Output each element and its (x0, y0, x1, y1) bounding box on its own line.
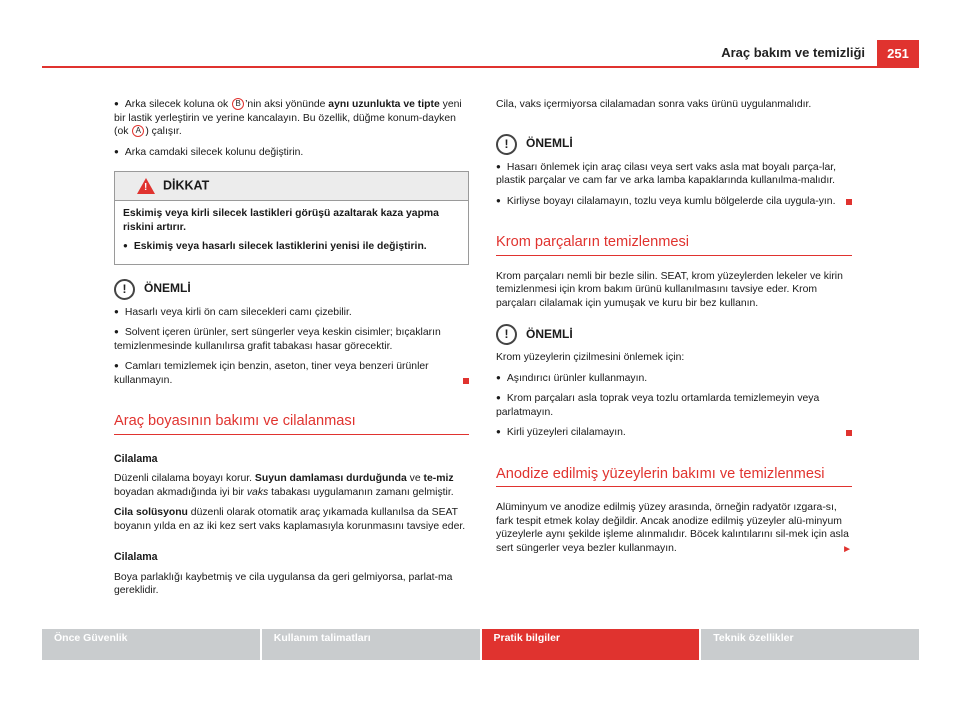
warning-header (115, 172, 468, 201)
text-span: düzenli olarak otomatik araç yıkamada kullanılsa da SEAT boyanın yılda en az iki kez sert vaks kaplamasıyla korunmasını tavsiye eder. (114, 507, 466, 532)
text-italic: vaks (246, 486, 269, 498)
left-bullet-2: ● Arka camdaki silecek kolunu değiştirin. (114, 146, 469, 160)
text-span: Arka silecek koluna ok (124, 99, 232, 110)
note-item: ● Hasarı önlemek için araç cilası veya sert vaks asla mat boyalı parça-lar, plastik parçalar ve cam far ve arka lamba kapaklarında kullanılma-malıdır. (496, 161, 852, 188)
text-span: ve (406, 473, 424, 484)
tab-kullanim-talimatlari[interactable]: Kullanım talimatları (262, 629, 480, 660)
note-item: ● Hasarlı veya kirli ön cam silecekleri camı çizebilir. (114, 306, 469, 320)
exclamation-icon: ! (496, 134, 517, 155)
ref-marker-a: A (132, 125, 144, 137)
end-square-icon (846, 199, 852, 205)
exclamation-icon: ! (496, 324, 517, 345)
text-span: tabakası uygulamanın zamanı gelmiştir. (268, 486, 454, 498)
note-title: ÖNEMLİ (144, 281, 191, 296)
paragraph-vaks: Cila, vaks içermiyorsa cilalamadan sonra vaks ürünü uygulanmalıdır. (496, 99, 812, 110)
ref-marker-b: B (232, 98, 244, 110)
note-item: ● Solvent içeren ürünler, sert süngerler veya keskin cisimler; bıçakların temizlenmesinde kullanılırsa grafit tabakası hasar görecektir. (114, 326, 469, 353)
note-header (114, 279, 469, 300)
paragraph-parlatma: Boya parlaklığı kaybetmiş ve cila uygulansa da geri gelmiyorsa, parlat-ma gereklidir. (114, 571, 453, 596)
text-bold: aynı uzunlukta ve tipte (328, 99, 440, 110)
warning-box (114, 171, 469, 265)
paragraph-anodized (496, 501, 852, 555)
note-item-text: ● Kirli yüzeyleri cilalamayın. (496, 427, 626, 438)
tab-pratik-bilgiler[interactable]: Pratik bilgiler (482, 629, 700, 660)
left-bullet-1 (114, 98, 469, 139)
paragraph-cilalama (114, 472, 469, 499)
page-header-title: Araç bakım ve temizliği (721, 45, 865, 60)
note-item: ● Krom parçaları asla toprak veya tozlu ortamlarda temizlemeyin veya parlatmayın. (496, 392, 852, 419)
note-item-last (114, 360, 469, 387)
paragraph-chrome: Krom parçaları nemli bir bezle silin. SEAT, krom yüzeylerden lekeler ve kirin temizlenmesi için krom bakım ürünü kullanılmasını tavsiye eder. Krom parçaları cilalamak için yumuşak ve kuru bir bez kullanın. (496, 270, 843, 309)
warning-body (115, 201, 468, 264)
right-column (496, 98, 852, 562)
note-item-last (496, 426, 852, 440)
note-item-last (496, 195, 852, 209)
subheading-cilalama-2: Cilalama (114, 551, 158, 563)
tab-teknik-ozellikler[interactable]: Teknik özellikler (701, 629, 919, 660)
section-title-chrome: Krom parçaların temizlenmesi (496, 236, 852, 256)
text-span: yeni bir lastik yerleştirin ve yerine kancalayın. Bu özellik, düğme konum-dayken (ok (114, 99, 462, 137)
note-title: ÖNEMLİ (526, 326, 573, 341)
note-title: ÖNEMLİ (526, 136, 573, 151)
section-title-anodized: Anodize edilmiş yüzeylerin bakımı ve temizlenmesi (496, 468, 852, 488)
exclamation-icon: ! (114, 279, 135, 300)
warning-triangle-icon (137, 178, 155, 194)
note-item: ● Aşındırıcı ürünler kullanmayın. (496, 372, 852, 386)
section-title-paint-care: Araç boyasının bakımı ve cilalanması (114, 415, 469, 435)
warning-line-1: Eskimiş veya kirli silecek lastikleri görüşü azaltarak kaza yapma riskini artırır. (123, 208, 439, 233)
subheading-cilalama-1: Cilalama (114, 452, 158, 465)
end-square-icon (846, 430, 852, 436)
warning-line-2: ● Eskimiş veya hasarlı silecek lastiklerini yenisi ile değiştirin. (123, 240, 460, 254)
footer-nav (42, 629, 919, 660)
note-header (496, 134, 852, 155)
note-item-text: ● Camları temizlemek için benzin, aseton, tiner veya benzeri ürünler kullanmayın. (114, 361, 429, 386)
warning-title: DİKKAT (163, 178, 210, 193)
note-header (496, 324, 852, 345)
text-bold: Suyun damlaması durduğunda (254, 473, 407, 484)
text-span: ) çalışır. (145, 126, 182, 137)
tab-once-guvenlik[interactable]: Önce Güvenlik (42, 629, 260, 660)
note-item-text: ● Kirliyse boyayı cilalamayın, tozlu veya kumlu bölgelerde cila uygula-yın. (496, 196, 835, 207)
text-span: ’nin aksi yönünde (245, 99, 329, 110)
text-bold: Cila solüsyonu (114, 507, 188, 518)
left-column (114, 98, 469, 605)
paragraph-cila-solusyonu (114, 506, 469, 533)
continue-arrow-icon: ► (842, 543, 852, 555)
text-span: Alüminyum ve anodize edilmiş yüzey arasında, örneğin radyatör ızgara-sı, fark tespit etmek kolay değildir. Ancak anodize edilmiş yüzeyler alü-minyum yüzeylerle aynı şekilde işleme alınmalıdır. Böcek kalıntılarını sil-mek için asla sert süngerler veya bezler kullanmayın. (496, 502, 849, 554)
header-rule (42, 66, 919, 68)
note-intro: Krom yüzeylerin çizilmesini önlemek için: (496, 352, 685, 363)
end-square-icon (463, 378, 469, 384)
text-bold: te-miz (423, 473, 454, 484)
text-span: boyadan akmadığında iyi bir (114, 486, 247, 498)
text-span: Düzenli cilalama boyayı korur. (114, 473, 255, 484)
page-number: 251 (877, 40, 919, 66)
